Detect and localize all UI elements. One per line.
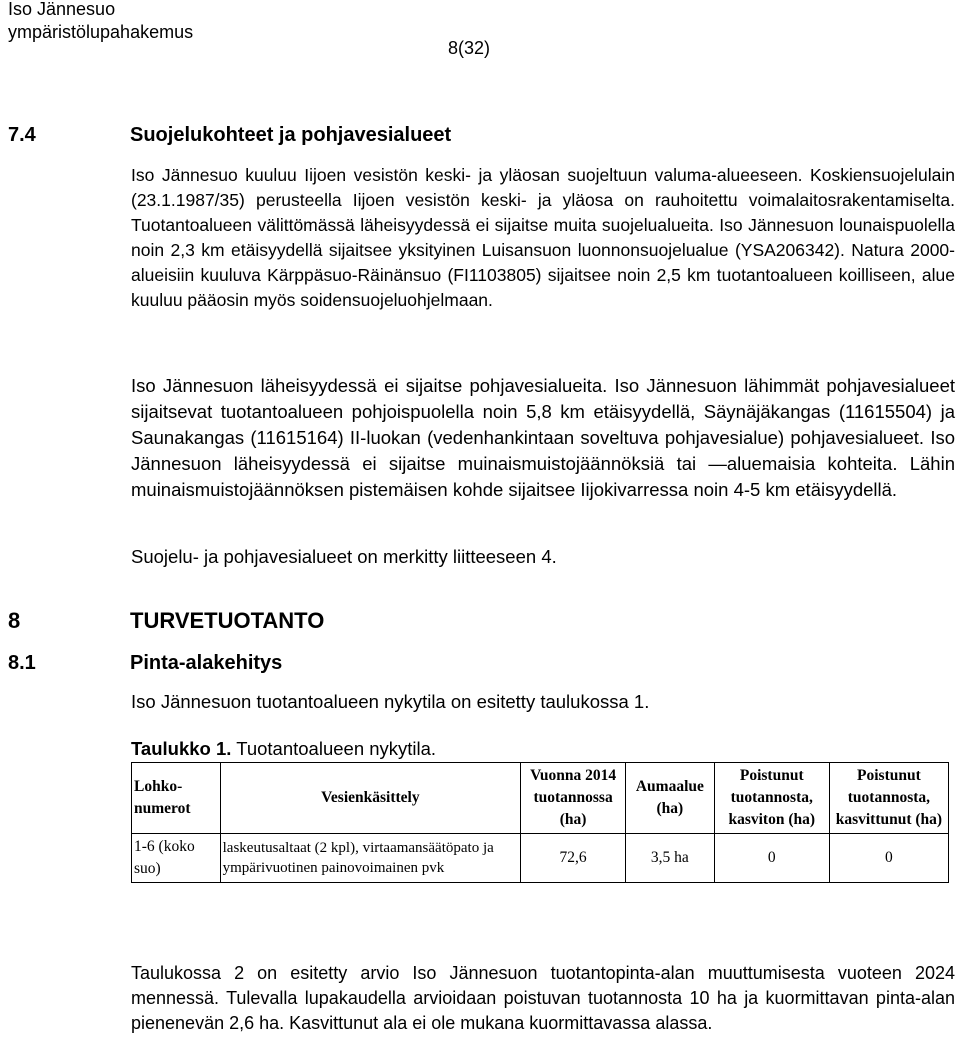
- paragraph-appendix-note: Suojelu- ja pohjavesialueet on merkitty liitteeseen 4.: [131, 546, 557, 567]
- paragraph-protected-areas: Iso Jännesuo kuuluu Iijoen vesistön keski- ja yläosan suojeltuun valuma-alueeseen. Koskiensuojelulain (23.1.1987/35) perusteella Iijoen vesistön keski- ja yläosa on rauhoitettu voimalaitosrakentamiselta. Tuotantoalueen välittömässä läheisyydessä ei sijaitse muita suojelualueita. Iso Jännesuon lounaispuolella noin 2,3 km etäisyydellä sijaitsee yksityinen Luisansuon luonnonsuojelualue (YSA206342). Natura 2000-alueisiin kuuluva Kärppäsuo-Räinänsuo (FI1103805) sijaitsee noin 2,5 km tuotantoalueen koilliseen, alue kuuluu pääosin myös soidensuojeluohjelmaan.: [131, 165, 955, 310]
- col-header-removed-unvegetated: Poistunut tuotannosta, kasviton (ha): [714, 763, 829, 834]
- page-number: 8(32): [448, 38, 491, 58]
- section-7-4-heading: [8, 124, 451, 147]
- cell-stockpile-area: 3,5 ha: [626, 834, 715, 883]
- section-title: TURVETUOTANTO: [130, 608, 325, 633]
- cell-water-treatment: laskeutusaltaat (2 kpl), virtaamansäätöpato ja ympärivuotinen painovoimainen pvk: [220, 834, 521, 883]
- col-header-water-treatment: Vesienkäsittely: [220, 763, 521, 834]
- table-header-row: [132, 763, 949, 834]
- table-row: [132, 834, 949, 883]
- section-title: Pinta-alakehitys: [130, 652, 283, 674]
- section-8-heading: [8, 608, 324, 634]
- cell-removed-unvegetated: 0: [714, 834, 829, 883]
- section-number: 7.4: [8, 124, 36, 146]
- cell-block: 1-6 (koko suo): [132, 834, 221, 883]
- table-caption: [131, 738, 436, 760]
- paragraph-table-intro: Iso Jännesuon tuotantoalueen nykytila on esitetty taulukossa 1.: [131, 691, 650, 712]
- document-header: [8, 0, 193, 44]
- header-doc-type: ympäristölupahakemus: [8, 22, 194, 42]
- col-header-stockpile-area: Aumaalue (ha): [626, 763, 715, 834]
- paragraph-groundwater: Iso Jännesuon läheisyydessä ei sijaitse pohjavesialueita. Iso Jännesuon lähimmät pohjavesialueet sijaitsevat tuotantoalueen pohjoispuolella noin 5,8 km etäisyydellä, Säynäjäkangas (11615504) ja Saunakangas (11615164) II-luokan (vedenhankintaan soveltuva pohjavesialue) pohjavesialueet. Iso Jännesuon läheisyydessä ei sijaitse muinaismuistojäännöksiä tai —aluemaisia kohteita. Lähin muinaismuistojäännöksen pistemäisen kohde sijaitsee Iijokivarressa noin 4-5 km etäisyydellä.: [131, 375, 955, 500]
- col-header-block: Lohko-numerot: [132, 763, 221, 834]
- header-org-name: Iso Jännesuo: [8, 0, 116, 19]
- section-8-1-heading: [8, 652, 282, 675]
- table-caption-label: Taulukko 1.: [131, 738, 232, 759]
- section-number: 8: [8, 608, 21, 633]
- cell-removed-vegetated: 0: [829, 834, 948, 883]
- section-title: Suojelukohteet ja pohjavesialueet: [130, 124, 452, 146]
- cell-in-production: 72,6: [521, 834, 626, 883]
- production-area-table: [131, 762, 949, 883]
- table-caption-text: Tuotantoalueen nykytila.: [231, 738, 437, 759]
- col-header-in-production: Vuonna 2014 tuotannossa (ha): [521, 763, 626, 834]
- paragraph-area-forecast: Taulukossa 2 on esitetty arvio Iso Jännesuon tuotantopinta-alan muuttumisesta vuoteen 2024 mennessä. Tulevalla lupakaudella arvioidaan poistuvan tuotannosta 10 ha ja kuormittavan pinta-alan pienenevän 2,6 ha. Kasvittunut ala ei ole mukana kuormittavassa alassa.: [131, 963, 955, 1033]
- section-number: 8.1: [8, 652, 36, 674]
- col-header-removed-vegetated: Poistunut tuotannosta, kasvittunut (ha): [829, 763, 948, 834]
